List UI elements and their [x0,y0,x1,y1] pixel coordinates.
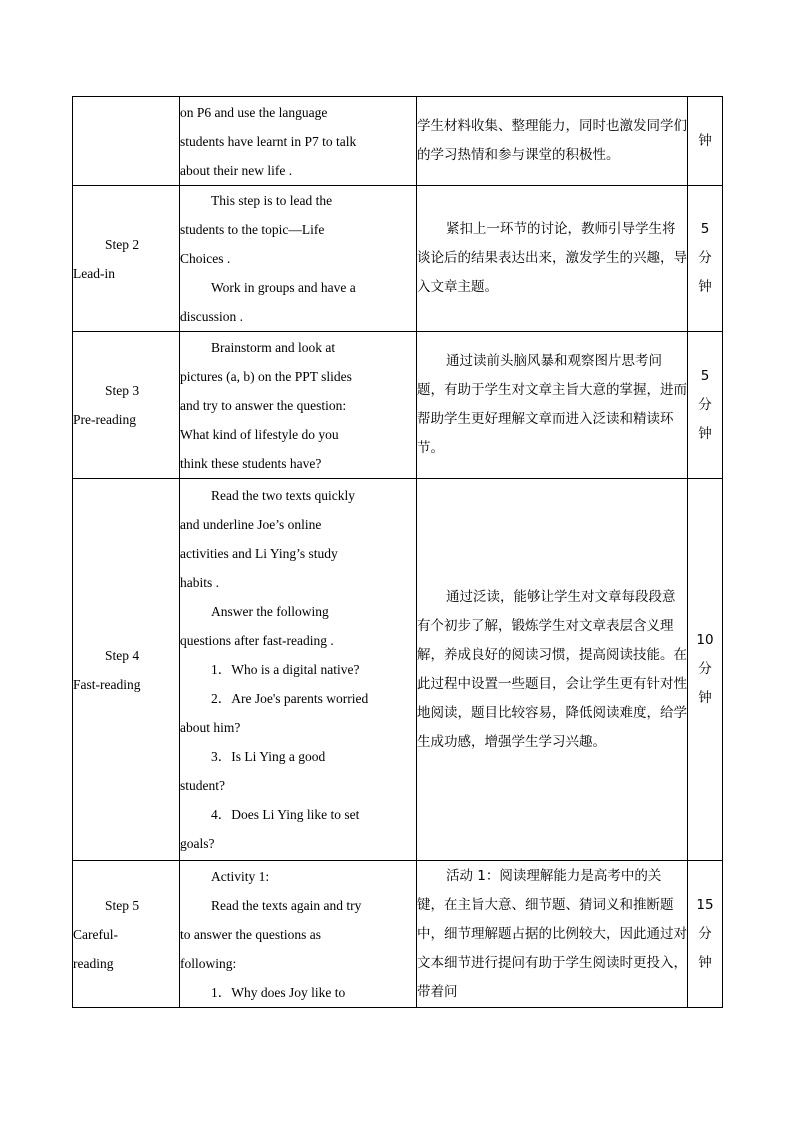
activity-line: 1．Why does Joy like to [211,984,346,1000]
activity-cell [180,861,417,1008]
activity-line: Work in groups and have a [211,280,356,295]
activity-line: pictures (a, b) on the PPT slides [180,368,352,384]
time-char: 5 [700,221,710,237]
step-name: Fast-reading [73,676,141,692]
time-char: 钟 [698,690,712,706]
purpose-cell [417,332,688,479]
step-number: Step 4 [105,647,140,663]
time-char: 钟 [698,132,712,149]
time-char: 分 [698,925,712,942]
time-char: 10 [696,632,714,648]
time-char: 5 [700,367,710,384]
time-char: 钟 [698,425,712,442]
activity-line: Brainstorm and look at [211,339,336,355]
plan-row [73,479,723,861]
activity-line: discussion . [180,309,244,324]
time-cell [688,186,723,332]
activity-line: think these students have? [180,455,322,471]
step-name: Pre-reading [73,412,136,427]
plan-row [73,861,723,1008]
activity-line: 3．Is Li Ying a good [211,749,326,764]
activity-line: students to the topic—Life [180,222,325,237]
activity-line: 2．Are Joe's parents worried [211,691,369,706]
activity-line: and try to answer the question: [180,397,347,413]
time-char: 钟 [698,954,712,971]
activity-cell [180,479,417,861]
lesson-plan-table [72,96,723,1008]
time-cell [688,332,723,479]
time-char: 分 [698,250,712,266]
activity-cell [180,332,417,479]
step-cell [73,861,180,1008]
activity-line: Choices . [180,251,231,266]
step-name: Lead-in [73,265,115,281]
activity-line: to answer the questions as [180,926,321,942]
purpose-cell [417,479,688,861]
step-number: Step 3 [105,383,140,398]
activity-line: goals? [180,836,215,851]
activity-line: Read the two texts quickly [211,488,355,503]
time-char: 分 [698,396,712,413]
activity-line: questions after fast-reading . [180,633,334,648]
activity-line: about him? [180,720,241,735]
purpose-cell [417,97,688,186]
time-cell [688,861,723,1008]
step-cell [73,186,180,332]
activity-line: student? [180,778,225,793]
plan-row [73,97,723,186]
time-char: 分 [698,661,712,677]
purpose-cell [417,186,688,332]
activity-line: students have learnt in P7 to talk [180,133,357,149]
activity-line: about their new life . [180,162,293,178]
activity-cell [180,97,417,186]
activity-line: and underline Joe’s online [180,517,322,532]
step-number: Step 2 [105,236,140,252]
step-name [73,920,179,978]
activity-line: Answer the following [211,604,329,619]
lesson-plan-body [73,97,723,1008]
time-cell [688,97,723,186]
step-number: Step 5 [105,897,140,913]
plan-row [73,332,723,479]
time-char: 15 [696,896,714,913]
plan-row [73,186,723,332]
time-char: 钟 [698,279,712,295]
purpose-text: 通过泛读，能够让学生对文章每段段意有个初步了解，锻炼学生对文章表层含义理解，养成良好的阅读习惯，提高阅读技能。在此过程中设置一些题目，会让学生更有针对性地阅读，题目比较容易，降低阅读难度，给学生成功感，增强学生学习兴趣。 [417,588,687,750]
purpose-text: 紧扣上一环节的讨论，教师引导学生将谈论后的结果表达出来，激发学生的兴趣，导入文章主题。 [417,221,687,295]
purpose-text: 通过读前头脑风暴和观察图片思考问题，有助于学生对文章主旨大意的掌握，进而帮助学生更好理解文章而进入泛读和精读环节。 [417,353,687,456]
step-cell [73,97,180,186]
activity-line: Read the texts again and try [211,897,362,913]
activity-line: following: [180,955,237,971]
activity-line: habits . [180,575,219,590]
step-cell [73,479,180,861]
step-name-line: Careful- [73,926,118,942]
activity-cell [180,186,417,332]
step-cell [73,332,180,479]
activity-line: 4．Does Li Ying like to set [211,807,360,822]
activity-line: What kind of lifestyle do you [180,426,339,442]
activity-line: This step is to lead the [211,193,333,208]
activity-line: activities and Li Ying’s study [180,546,338,561]
activity-line: on P6 and use the language [180,104,328,120]
activity-line: Activity 1: [211,868,270,884]
purpose-text: 学生材料收集、整理能力，同时也激发同学们的学习热情和参与课堂的积极性。 [417,118,687,163]
activity-line: 1．Who is a digital native? [211,662,360,677]
purpose-text: 活动 1：阅读理解能力是高考中的关键，在主旨大意、细节题、猜词义和推断题中，细节理解题占据的比例较大，因此通过对文本细节进行提问有助于学生阅读时更投入，带着问 [417,867,687,1000]
purpose-cell [417,861,688,1008]
step-name-line: reading [73,955,114,971]
time-cell [688,479,723,861]
